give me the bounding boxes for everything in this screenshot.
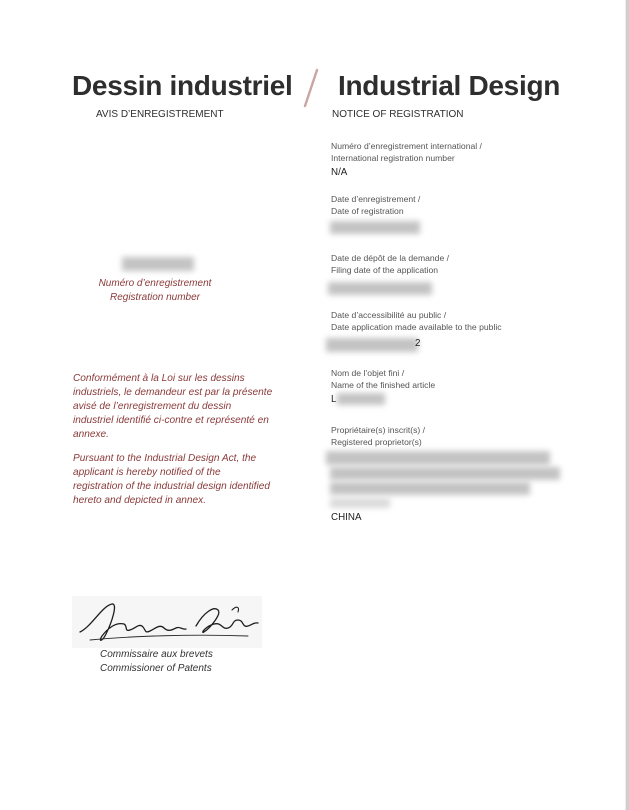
subtitle-french: AVIS D’ENREGISTREMENT bbox=[96, 109, 224, 120]
international-registration-number-value: N/A bbox=[331, 167, 348, 178]
field-public-availability-date bbox=[331, 310, 502, 333]
field-label-english: International registration number bbox=[331, 152, 455, 163]
legal-notice-english: Pursuant to the Industrial Design Act, the applicant is hereby notified of the registration of the industrial design identified hereto and depicted in annex. bbox=[73, 453, 270, 506]
proprietor-country bbox=[331, 509, 361, 524]
commissioner-english: Commissioner of Patents bbox=[100, 663, 212, 674]
commissioner-title bbox=[100, 648, 213, 676]
field-label-english: Date of registration bbox=[331, 205, 404, 216]
commissioner-signature bbox=[72, 596, 262, 648]
field-international-registration-number bbox=[331, 141, 482, 179]
field-label-french: Propriétaire(s) inscrit(s) / bbox=[331, 425, 426, 435]
field-label-french: Date de dépôt de la demande / bbox=[331, 253, 450, 263]
commissioner-french: Commissaire aux brevets bbox=[100, 649, 213, 660]
proprietor-line-2-redacted bbox=[330, 467, 560, 480]
registration-label-english: Registration number bbox=[109, 292, 201, 303]
field-registration-date bbox=[331, 194, 420, 217]
public-date-fragment: 2 bbox=[415, 338, 421, 349]
page-edge-inner bbox=[625, 0, 626, 810]
public-date-visible-fragment bbox=[415, 335, 420, 350]
title-french: Dessin industriel bbox=[72, 70, 293, 101]
registration-number-label bbox=[80, 277, 230, 305]
field-label-english: Filing date of the application bbox=[331, 264, 439, 275]
field-label-english: Date application made available to the public bbox=[331, 321, 502, 332]
field-label-french: Date d’accessibilité au public / bbox=[331, 310, 447, 320]
title-english: Industrial Design bbox=[338, 70, 561, 101]
legal-notice-french: Conformément à la Loi sur les dessins industriels, le demandeur est par la présente avisé de l’enregistrement du dessin industriel identifié ci-contre et représenté en annexe. bbox=[73, 373, 273, 440]
filing-date-redacted bbox=[328, 282, 432, 295]
registration-number-redacted bbox=[122, 257, 194, 271]
field-label-french: Date d’enregistrement / bbox=[331, 194, 421, 204]
field-label-french: Numéro d’enregistrement international / bbox=[331, 141, 482, 151]
article-name-fragment: L bbox=[331, 394, 337, 405]
subtitle-english: NOTICE OF REGISTRATION bbox=[332, 109, 464, 120]
article-name-redacted bbox=[337, 393, 385, 405]
proprietor-line-1-redacted bbox=[326, 451, 550, 465]
field-label-french: Nom de l’objet fini / bbox=[331, 368, 405, 378]
proprietor-line-4-redacted bbox=[330, 498, 390, 508]
field-label-english: Registered proprietor(s) bbox=[331, 436, 422, 447]
field-registered-proprietors bbox=[331, 425, 425, 448]
field-label-english: Name of the finished article bbox=[331, 379, 436, 390]
public-availability-date-redacted bbox=[326, 338, 421, 352]
proprietor-line-3-redacted bbox=[330, 482, 530, 495]
field-filing-date bbox=[331, 253, 449, 276]
registration-date-redacted bbox=[330, 221, 420, 234]
registration-label-french: Numéro d’enregistrement bbox=[98, 278, 212, 289]
title-separator-slash bbox=[303, 68, 319, 108]
proprietor-country-value: CHINA bbox=[331, 512, 362, 523]
